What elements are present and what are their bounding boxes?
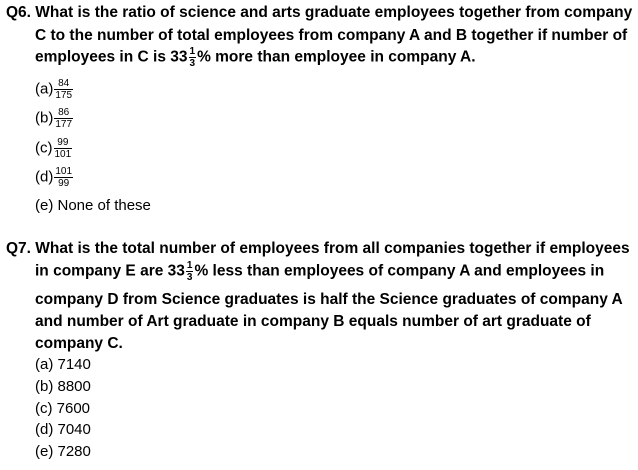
option-fraction: [54, 137, 73, 160]
fraction-num: 84: [54, 78, 73, 90]
q6-fraction: [189, 46, 197, 69]
q7-fraction: [186, 260, 194, 283]
fraction-den: 101: [54, 149, 72, 160]
option-label: (b): [35, 109, 54, 127]
fraction-num: 101: [55, 166, 73, 177]
q6-line-3-pre: employees in C is 33: [35, 48, 188, 66]
q6-line-3: [35, 46, 476, 69]
q7-line-5: company C.: [35, 335, 123, 352]
q7-line-3: company D from Science graduates is half the Science graduates of company A: [35, 291, 623, 308]
option-label: (d): [35, 168, 54, 186]
q7-line-1: Q7. What is the total number of employees from all companies together if employees: [6, 240, 630, 257]
q6-line-1: Q6. What is the ratio of science and arts graduate employees together from company: [6, 4, 633, 21]
option-label: (a): [35, 80, 54, 98]
option-fraction: [54, 166, 73, 189]
q6-option-a: [35, 78, 74, 101]
q6-option-e: (e) None of these: [35, 197, 151, 214]
q7-option-e: (e) 7280: [35, 443, 91, 460]
q7-line-2-post: % less than employees of company A and employees in: [194, 262, 605, 280]
q7-option-c: (c) 7600: [35, 400, 91, 417]
q6-option-d: [35, 166, 74, 189]
q7-line-2: [35, 260, 604, 283]
q6-fraction-den: 3: [189, 58, 196, 69]
q6-option-b: [35, 107, 74, 130]
option-fraction: [54, 78, 73, 101]
option-label: (c): [35, 139, 53, 157]
q7-fraction-num: 1: [186, 260, 193, 271]
q7-line-4: and number of Art graduate in company B equals number of art graduate of: [35, 313, 591, 330]
fraction-den: 99: [58, 178, 70, 189]
q7-option-b: (b) 8800: [35, 378, 91, 395]
q6-fraction-num: 1: [189, 46, 196, 57]
fraction-den: 177: [55, 119, 73, 130]
q7-fraction-den: 3: [186, 272, 193, 283]
fraction-den: 175: [55, 90, 73, 101]
option-fraction: [54, 107, 73, 130]
q6-line-2: C to the number of total employees from company A and B together if number of: [35, 27, 628, 44]
q7-line-2-pre: in company E are 33: [35, 262, 185, 280]
q6-line-3-post: % more than employee in company A.: [197, 48, 476, 66]
fraction-num: 86: [54, 107, 73, 119]
q6-option-c: [35, 137, 73, 160]
q7-option-d: (d) 7040: [35, 421, 91, 438]
fraction-num: 99: [54, 137, 73, 149]
q7-option-a: (a) 7140: [35, 356, 91, 373]
